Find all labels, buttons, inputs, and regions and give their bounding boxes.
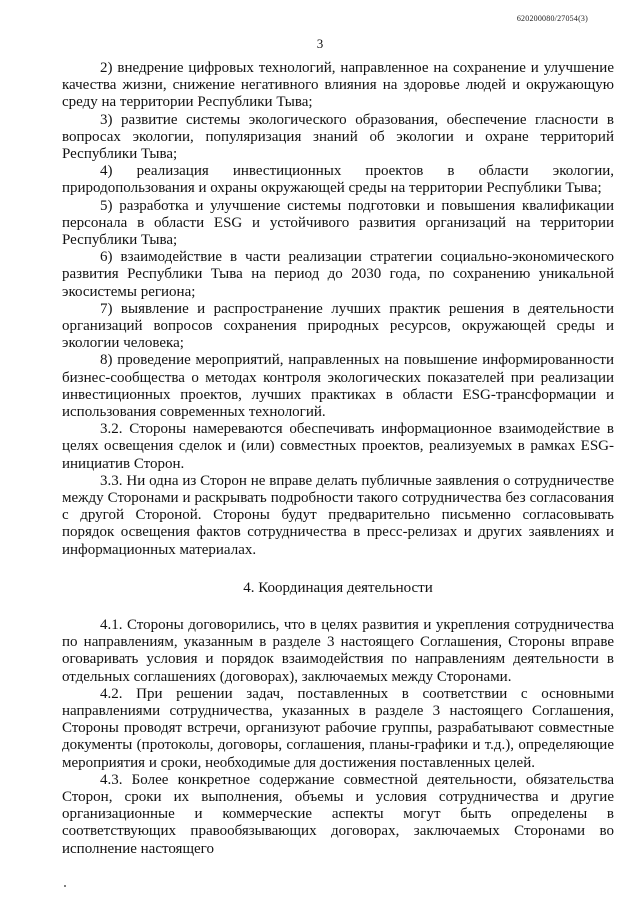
list-item: 6) взаимодействие в части реализации стратегии социально-экономического развития Республики Тыва на период до 2030 года, по сохранению уникальной экосистемы региона;	[62, 249, 614, 300]
document-body	[62, 60, 614, 858]
list-item: 8) проведение мероприятий, направленных на повышение информированности бизнес-сообщества о методах контроля экологических показателей при реализации инвестиционных проектов, лучших практиках в области ESG-трансформации и использования современных технологий.	[62, 352, 614, 421]
paragraph-3-3: 3.3. Ни одна из Сторон не вправе делать публичные заявления о сотрудничестве между Сторонами и раскрывать подробности такого сотрудничества без согласования с другой Стороной. Стороны будут предварительно письменно согласовывать порядок освещения фактов сотрудничества в пресс-релизах и других заявлениях и информационных материалах.	[62, 472, 614, 558]
document-id: 620200080/27054(3)	[516, 14, 588, 23]
list-item: 5) разработка и улучшение системы подготовки и повышения квалификации персонала в области ESG и устойчивого развития организаций на территории Республики Тыва;	[62, 197, 614, 249]
paragraph-3-2: 3.2. Стороны намереваются обеспечивать информационное взаимодействие в целях освещения сделок и (или) совместных проектов, реализуемых в рамках ESG-инициатив Сторон.	[62, 421, 614, 472]
paragraph-4-2: 4.2. При решении задач, поставленных в соответствии с основными направлениями сотрудничества, указанных в разделе 3 настоящего Соглашения, Стороны проводят встречи, организуют рабочие группы, разрабатывают совместные документы (протоколы, договоры, соглашения, планы-графики и т.д.), определяющие мероприятия и сроки, необходимые для достижения поставленных целей.	[62, 685, 614, 771]
paragraph-4-3: 4.3. Более конкретное содержание совместной деятельности, обязательства Сторон, сроки их выполнения, объемы и условия сотрудничества и другие организационные и коммерческие аспекты могут быть определены в соответствующих правообязывающих договорах, заключаемых Сторонами во исполнение настоящего	[62, 771, 614, 857]
list-item: 7) выявление и распространение лучших практик решения в деятельности организаций вопросов сохранения природных ресурсов, окружающей среды и экологии человека;	[62, 300, 614, 352]
list-item: 4) реализация инвестиционных проектов в области экологии, природопользования и охраны окружающей среды на территории Республики Тыва;	[62, 163, 614, 197]
page-number: 3	[316, 36, 324, 51]
list-item: 2) внедрение цифровых технологий, направленное на сохранение и улучшение качества жизни, снижение негативного влияния на здоровье людей и окружающую среду на территории Республики Тыва;	[62, 60, 614, 111]
list-item: 3) развитие системы экологического образования, обеспечение гласности в вопросах экологии, популяризация знаний об экологии и охране территорий Республики Тыва;	[62, 111, 614, 163]
paragraph-4-1: 4.1. Стороны договорились, что в целях развития и укрепления сотрудничества по направлениям, указанным в разделе 3 настоящего Соглашения, Стороны вправе оговаривать условия и порядок взаимодействия по направлениям деятельности в отдельных соглашениях (договорах), заключаемых между Сторонами.	[62, 616, 614, 685]
scan-dot	[64, 885, 66, 887]
section-heading: 4. Координация деятельности	[243, 579, 433, 596]
